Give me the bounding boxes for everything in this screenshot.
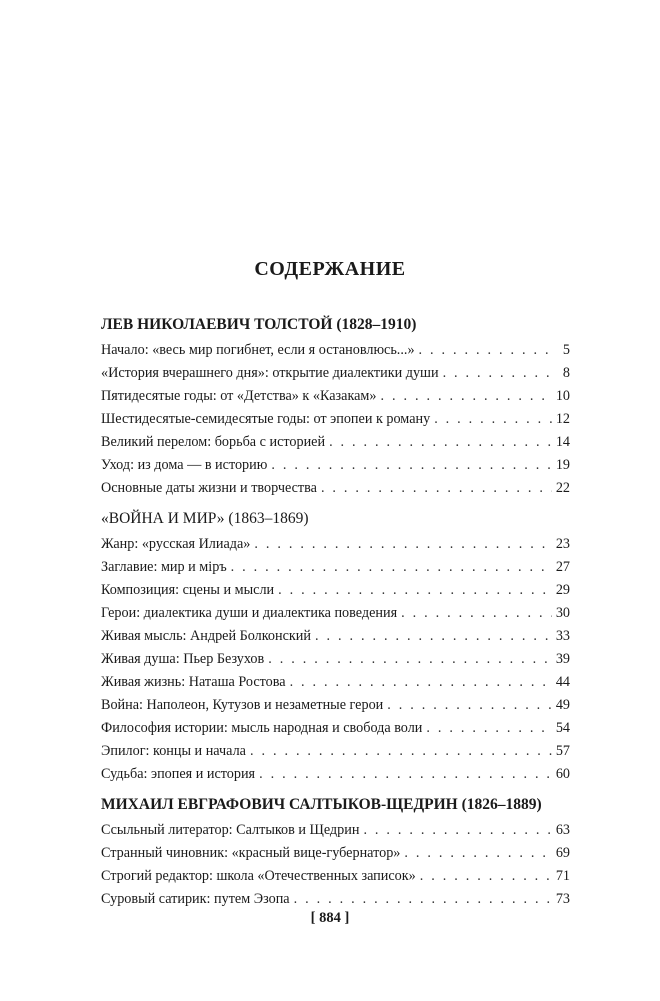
toc-entry-title: «История вчерашнего дня»: открытие диалектики души [101, 365, 439, 381]
dot-leader [259, 763, 552, 786]
toc-entry-title: Философия истории: мысль народная и свобода воли [101, 720, 423, 736]
dot-leader [387, 694, 552, 717]
toc-entry-page: 8 [562, 365, 570, 381]
toc-entry[interactable] [101, 339, 570, 362]
toc-entry-page: 27 [555, 559, 570, 575]
section-heading-name: «ВОЙНА И МИР» [101, 510, 225, 527]
dot-leader [254, 533, 551, 556]
dot-leader [420, 865, 552, 888]
toc-entry-title: Ссыльный литератор: Салтыков и Щедрин [101, 822, 360, 838]
dot-leader [315, 625, 552, 648]
dot-leader [294, 888, 552, 911]
toc-entry-title: Живая душа: Пьер Безухов [101, 651, 265, 667]
toc-entry[interactable] [101, 408, 570, 431]
dot-leader [329, 431, 552, 454]
toc-section-saltykov-shchedrin [101, 793, 570, 911]
dot-leader [401, 602, 552, 625]
toc-entry[interactable] [101, 579, 570, 602]
toc-entry[interactable] [101, 888, 570, 911]
toc-section-tolstoy [101, 313, 570, 500]
toc-entry-page: 5 [562, 342, 570, 358]
toc-entry-title: Эпилог: концы и начала [101, 743, 246, 759]
toc-entry-page: 60 [555, 766, 570, 782]
table-of-contents [101, 313, 570, 918]
page-title: СОДЕРЖАНИЕ [254, 258, 406, 280]
toc-entry[interactable] [101, 385, 570, 408]
toc-entry[interactable] [101, 556, 570, 579]
toc-entry[interactable] [101, 763, 570, 786]
toc-entry-title: Строгий редактор: школа «Отечественных записок» [101, 868, 416, 884]
toc-entry-title: Шестидесятые-семидесятые годы: от эпопеи к роману [101, 411, 431, 427]
dot-leader [426, 717, 551, 740]
toc-entry-title: Суровый сатирик: путем Эзопа [101, 891, 290, 907]
toc-entry[interactable] [101, 431, 570, 454]
toc-entry-page: 69 [555, 845, 570, 861]
dot-leader [278, 579, 552, 602]
section-heading-name: ЛЕВ НИКОЛАЕВИЧ ТОЛСТОЙ [101, 316, 333, 333]
toc-entry-page: 54 [555, 720, 570, 736]
section-heading-years: (1863–1869) [228, 510, 309, 527]
toc-entry-title: Герои: диалектика души и диалектика поведения [101, 605, 398, 621]
toc-entry-title: Живая мысль: Андрей Болконский [101, 628, 311, 644]
toc-entry-page: 44 [555, 674, 570, 690]
toc-entry[interactable] [101, 819, 570, 842]
toc-entry-title: Живая жизнь: Наташа Ростова [101, 674, 286, 690]
toc-entry-page: 29 [555, 582, 570, 598]
toc-entry-page: 10 [555, 388, 570, 404]
toc-entry-title: Странный чиновник: «красный вице-губернатор» [101, 845, 401, 861]
toc-entry[interactable] [101, 717, 570, 740]
dot-leader [443, 362, 552, 385]
toc-entry-page: 19 [555, 457, 570, 473]
dot-leader [321, 477, 552, 500]
toc-entry-page: 33 [555, 628, 570, 644]
dot-leader [268, 648, 552, 671]
section-heading [101, 507, 570, 531]
toc-entry[interactable] [101, 694, 570, 717]
toc-entry-title: Заглавие: мир и міръ [101, 559, 227, 575]
toc-entry-title: Жанр: «русская Илиада» [101, 536, 251, 552]
toc-entry[interactable] [101, 865, 570, 888]
toc-entry-page: 23 [555, 536, 570, 552]
dot-leader [290, 671, 552, 694]
toc-entry-page: 63 [555, 822, 570, 838]
toc-entry[interactable] [101, 648, 570, 671]
toc-entry-page: 30 [555, 605, 570, 621]
dot-leader [419, 339, 552, 362]
toc-entry[interactable] [101, 533, 570, 556]
dot-leader [434, 408, 552, 431]
toc-entry-page: 73 [555, 891, 570, 907]
toc-entry-page: 12 [555, 411, 570, 427]
toc-entry[interactable] [101, 477, 570, 500]
toc-entry[interactable] [101, 842, 570, 865]
toc-entry-title: Судьба: эпопея и история [101, 766, 256, 782]
toc-entry-title: Начало: «весь мир погибнет, если я остановлюсь...» [101, 342, 415, 358]
toc-entry-title: Пятидесятые годы: от «Детства» к «Казакам» [101, 388, 377, 404]
toc-entry[interactable] [101, 740, 570, 763]
toc-entry-title: Основные даты жизни и творчества [101, 480, 317, 496]
toc-entry-page: 71 [555, 868, 570, 884]
section-heading [101, 793, 570, 817]
toc-entry[interactable] [101, 362, 570, 385]
dot-leader [363, 819, 551, 842]
toc-entry[interactable] [101, 454, 570, 477]
section-heading [101, 313, 570, 337]
dot-leader [271, 454, 551, 477]
dot-leader [381, 385, 552, 408]
toc-entry-page: 39 [555, 651, 570, 667]
dot-leader [231, 556, 552, 579]
toc-entry-title: Уход: из дома — в историю [101, 457, 268, 473]
section-heading-years: (1828–1910) [336, 316, 417, 333]
toc-entry[interactable] [101, 625, 570, 648]
dot-leader [404, 842, 551, 865]
toc-section-war-and-peace [101, 507, 570, 786]
toc-entry[interactable] [101, 602, 570, 625]
page-number: [ 884 ] [310, 910, 350, 926]
dot-leader [250, 740, 552, 763]
toc-entry-page: 22 [555, 480, 570, 496]
toc-entry-page: 49 [555, 697, 570, 713]
toc-entry-page: 14 [555, 434, 570, 450]
section-heading-name: МИХАИЛ ЕВГРАФОВИЧ САЛТЫКОВ-ЩЕДРИН [101, 796, 458, 813]
toc-entry[interactable] [101, 671, 570, 694]
toc-entry-title: Великий перелом: борьба с историей [101, 434, 326, 450]
toc-entry-page: 57 [555, 743, 570, 759]
toc-entry-title: Война: Наполеон, Кутузов и незаметные герои [101, 697, 384, 713]
section-heading-years: (1826–1889) [461, 796, 542, 813]
toc-entry-title: Композиция: сцены и мысли [101, 582, 275, 598]
